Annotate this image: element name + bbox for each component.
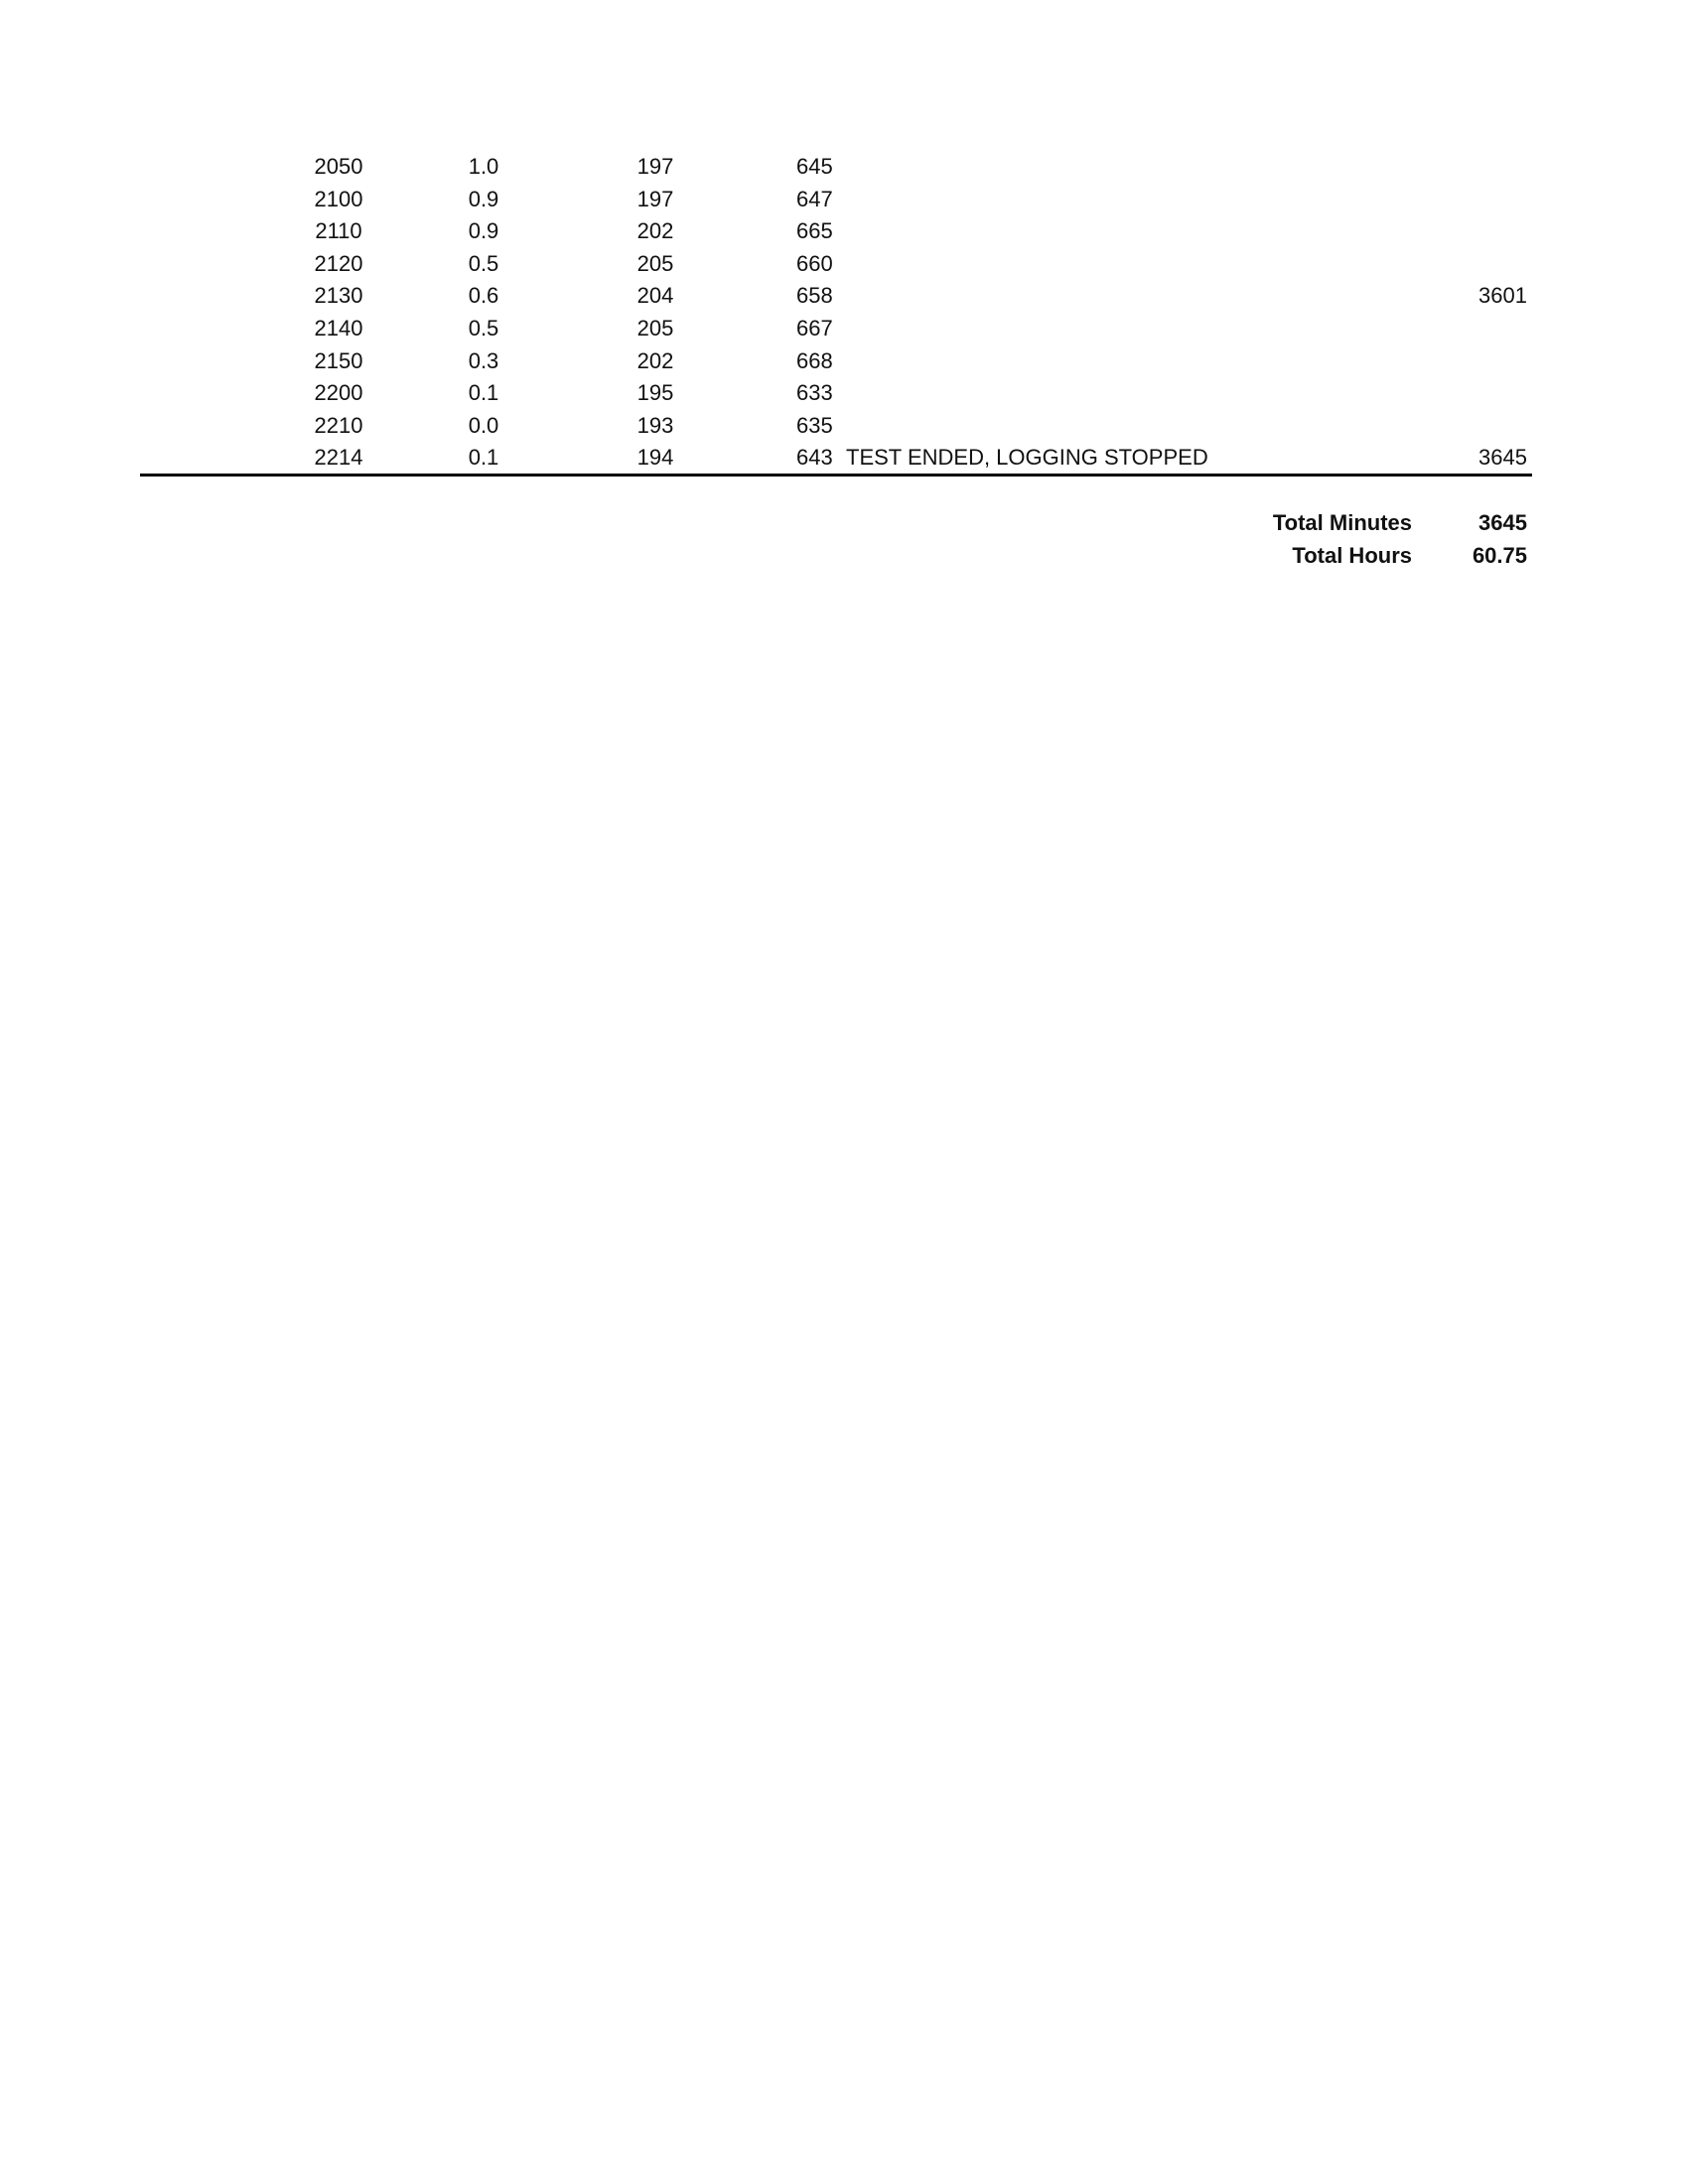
total-cell: 3645 <box>1478 445 1527 471</box>
value-c-cell: 660 <box>796 250 833 276</box>
value-a-cell: 0.0 <box>468 412 499 438</box>
table-row <box>0 248 1688 281</box>
time-cell: 2140 <box>314 315 363 341</box>
time-cell: 2120 <box>314 250 363 276</box>
value-b-cell: 202 <box>636 347 674 373</box>
table-row <box>0 377 1688 410</box>
value-b-cell: 205 <box>636 315 674 341</box>
value-c-cell: 668 <box>796 347 833 373</box>
value-b-cell: 195 <box>636 380 674 406</box>
value-c-cell: 667 <box>796 315 833 341</box>
value-a-cell: 1.0 <box>468 154 499 179</box>
value-b-cell: 205 <box>636 250 674 276</box>
total-hours-label: Total Hours <box>1292 542 1412 568</box>
value-a-cell: 0.5 <box>468 250 499 276</box>
value-c-cell: 658 <box>796 283 833 309</box>
value-c-cell: 633 <box>796 380 833 406</box>
table-row <box>0 410 1688 443</box>
time-cell: 2210 <box>314 412 363 438</box>
log-table <box>0 151 1688 475</box>
time-cell: 2150 <box>314 347 363 373</box>
total-minutes-label: Total Minutes <box>1272 510 1412 535</box>
table-row <box>0 442 1688 475</box>
value-b-cell: 197 <box>636 154 674 179</box>
value-b-cell: 197 <box>636 186 674 211</box>
table-row <box>0 345 1688 378</box>
value-a-cell: 0.9 <box>468 186 499 211</box>
table-row <box>0 215 1688 248</box>
value-a-cell: 0.1 <box>468 445 499 471</box>
total-hours-row <box>0 540 1688 573</box>
time-cell: 2130 <box>314 283 363 309</box>
value-b-cell: 193 <box>636 412 674 438</box>
total-minutes-row <box>0 507 1688 540</box>
total-hours-value: 60.75 <box>1472 542 1527 568</box>
time-cell: 2200 <box>314 380 363 406</box>
value-b-cell: 194 <box>636 445 674 471</box>
time-cell: 2110 <box>315 218 362 244</box>
total-minutes-value: 3645 <box>1478 510 1527 535</box>
table-row <box>0 184 1688 216</box>
summary-block <box>0 507 1688 572</box>
value-b-cell: 202 <box>636 218 674 244</box>
value-c-cell: 647 <box>796 186 833 211</box>
table-row <box>0 151 1688 184</box>
value-c-cell: 645 <box>796 154 833 179</box>
value-a-cell: 0.5 <box>468 315 499 341</box>
table-row <box>0 313 1688 345</box>
table-row <box>0 280 1688 313</box>
value-a-cell: 0.6 <box>468 283 499 309</box>
value-a-cell: 0.1 <box>468 380 499 406</box>
value-a-cell: 0.3 <box>468 347 499 373</box>
time-cell: 2214 <box>314 445 363 471</box>
note-cell: TEST ENDED, LOGGING STOPPED <box>846 445 1208 471</box>
value-b-cell: 204 <box>636 283 674 309</box>
total-cell: 3601 <box>1478 283 1527 309</box>
time-cell: 2050 <box>314 154 363 179</box>
table-bottom-rule <box>140 474 1532 477</box>
value-c-cell: 665 <box>796 218 833 244</box>
value-a-cell: 0.9 <box>468 218 499 244</box>
value-c-cell: 635 <box>796 412 833 438</box>
value-c-cell: 643 <box>796 445 833 471</box>
time-cell: 2100 <box>314 186 363 211</box>
